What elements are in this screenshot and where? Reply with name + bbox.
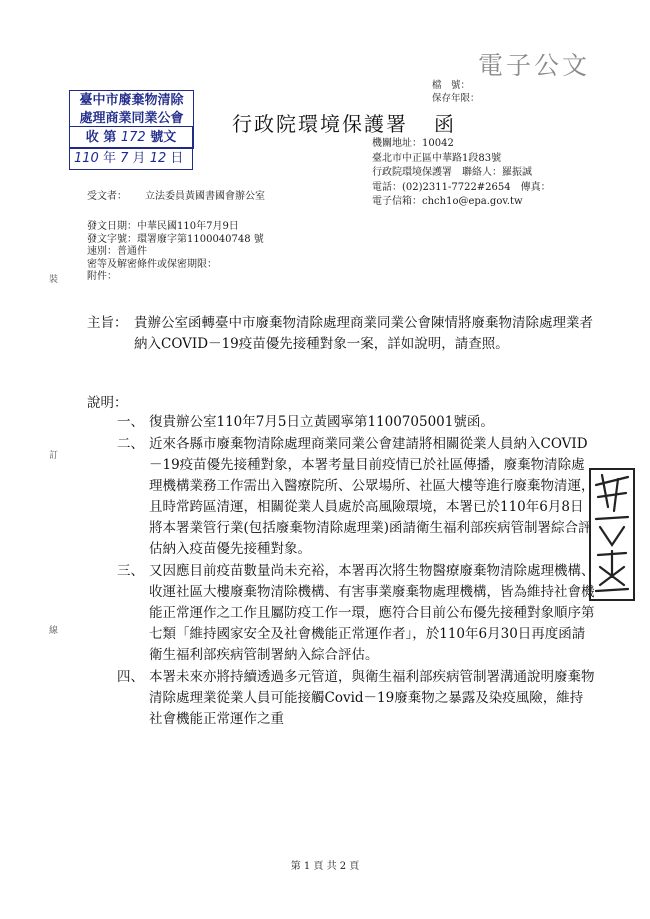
recipient-label: 受文者： (87, 191, 127, 202)
sender-address: 臺北市中正區中華路1段83號 (372, 152, 502, 164)
document-title (232, 108, 456, 137)
stamp-date-year: 110 (74, 151, 99, 166)
stamp-receipt-label: 第 (103, 130, 117, 145)
item-text: 本署未來亦將持續透過多元管道，與衛生福利部疾病管制署溝通說明廢棄物清除處理業從業人員可能接觸Covid－19廢棄物之暴露及染疫風險，維持社會機能正常運作之重 (149, 669, 595, 727)
stamp-receipt-suffix: 號文 (150, 130, 177, 145)
item-text: 近來各縣市廢棄物清除處理商業同業公會建請將相關從業人員納入COVID－19疫苗優先接種對象，本署考量目前疫情已於社區傳播，廢棄物清除處理機構業務工作需出入醫療院所、公眾場所、社區大樓等進行廢棄物清運，且時常跨區清運，相關從業人員處於高風險環境，本署已於110年6月8日將本署業管行業(包括廢棄物清除處理業)函請衛生福利部疾病管制署綜合評估納入疫苗優先接種對象。 (149, 436, 595, 557)
item-number: 二、 (117, 436, 144, 452)
recipient (87, 187, 265, 202)
explanation-item (117, 412, 595, 433)
sender-info (372, 137, 551, 210)
document-type: 函 (434, 112, 456, 136)
binding-mark-bottom: 線 (49, 626, 59, 636)
item-text: 復貴辦公室110年7月5日立黃國寧第1100705001號函。 (149, 414, 494, 430)
item-number: 一、 (117, 414, 144, 430)
explanation-item (117, 434, 595, 560)
retention-label: 保存年限： (432, 93, 480, 104)
item-number: 三、 (117, 563, 144, 579)
stamp-date-month-suffix: 月 (132, 151, 146, 166)
stamp-receipt-number: 172 (120, 130, 146, 145)
page-number: 第 1 頁 共 2 頁 (290, 861, 360, 872)
stamp-org-line2: 處理商業同業公會 (79, 111, 184, 126)
recipient-value: 立法委員黃國書國會辦公室 (145, 191, 265, 202)
sender-phone: 電話：(02)2311-7722#2654 傳真： (372, 181, 551, 193)
binding-mark-top: 裝 (49, 275, 59, 285)
stamp-receipt-row (69, 126, 193, 148)
stamp-date-day-suffix: 日 (170, 151, 184, 166)
subject-text: 貴辦公室函轉臺中市廢棄物清除處理商業同業公會陳情將廢棄物清除處理業者納入COVID－19疫苗優先接種對象一案，詳如說明，請查照。 (134, 315, 593, 352)
item-text: 又因應目前疫苗數量尚未充裕，本署再次將生物醫療廢棄物清除處理機構、收運社區大樓廢棄物清除機構、有害事業廢棄物處理機構，皆為維持社會機能正常運作之工作且屬防疫工作一環，應符合目前公布優先接種對象順序第七類「維持國家安全及社會機能正常運作者」，於110年6月30日再度函請衛生福利部疾病管制署納入綜合評估。 (149, 563, 595, 663)
receipt-stamp (69, 90, 194, 176)
confidentiality: 密等及解密條件或保密期限： (87, 258, 217, 270)
stamp-date-month: 7 (120, 151, 129, 166)
explanation-label: 說明： (87, 395, 128, 411)
received-seal-stamp (588, 467, 636, 602)
item-number: 四、 (117, 669, 144, 685)
subject (87, 313, 597, 355)
document-meta (87, 221, 264, 284)
seal-graphic (588, 467, 636, 602)
sender-postal-code: 機關地址：10042 (372, 138, 454, 149)
explanation-items (117, 412, 595, 731)
sender-contact: 行政院環境保護署 聯絡人：羅振誠 (372, 167, 532, 178)
binding-mark-middle: 訂 (49, 451, 59, 461)
stamp-org-line1: 臺中市廢棄物清除 (79, 93, 184, 108)
e-document-watermark: 電子公文 (478, 51, 591, 80)
explanation-item (117, 667, 595, 730)
agency-name: 行政院環境保護署 (232, 112, 408, 136)
stamp-date-day: 12 (149, 151, 167, 166)
stamp-receipt-prefix: 收 (85, 130, 99, 145)
stamp-date-year-suffix: 年 (102, 151, 116, 166)
explanation-item (117, 561, 595, 666)
document-number: 發文字號：環署廢字第1100040748 號 (87, 233, 264, 245)
subject-label: 主旨： (87, 315, 128, 331)
delivery-speed: 速別：普通件 (87, 246, 147, 257)
issue-date: 發文日期：中華民國110年7月9日 (87, 221, 239, 232)
stamp-date-row (69, 148, 193, 170)
file-number-label: 檔 號： (432, 80, 471, 91)
sender-email: 電子信箱：chch1o@epa.gov.tw (372, 196, 523, 207)
attachment: 附件： (87, 271, 117, 282)
